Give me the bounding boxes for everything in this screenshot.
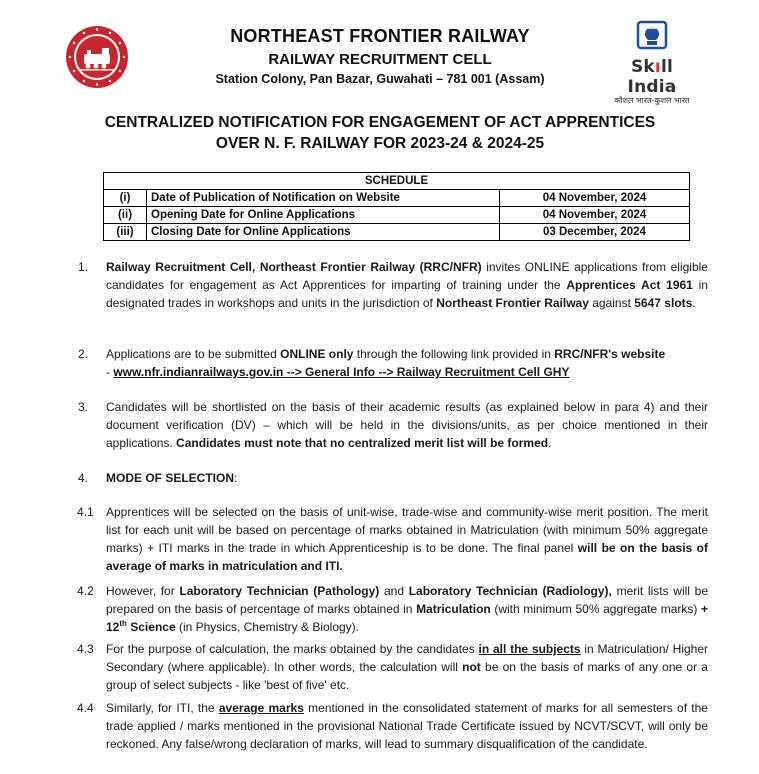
para-4-4-text: mentioned in the consolidated statement of marks for all semesters of the trade applied / marks mentioned in the provisional National Trade Certificate issued by NCVT/SCVT, will only be reckoned. Any false/wrong declaration of marks, will lead to summary disqualification of the candidate. <box>106 701 708 751</box>
para-4-2-text: Laboratory Technician (Radiology), <box>408 584 612 598</box>
schedule-num: (ii) <box>104 207 147 224</box>
skill-india-tagline: कौशल भारत-कुशल भारत <box>614 96 690 105</box>
skill-india-logo <box>604 20 700 105</box>
para-4-2-text: Science <box>126 620 176 634</box>
para-1-text: Northeast Frontier Railway <box>436 296 589 310</box>
para-4-2-text: (in Physics, Chemistry & Biology). <box>175 620 360 634</box>
indian-railways-logo <box>64 24 130 90</box>
para-1-text: . <box>692 296 696 310</box>
schedule-item: Opening Date for Online Applications <box>147 207 500 224</box>
para-1-number: 1. <box>78 260 89 274</box>
para-4-3-text: in Matriculation/ Higher Secondary (where applicable). In other words, the calculation will <box>106 642 709 674</box>
section-heading-text: : <box>234 471 238 485</box>
cell-name: RAILWAY RECRUITMENT CELL <box>268 51 492 68</box>
para-4-3-text: be on the basis of marks of any one or a group of select subjects - like 'best of five' etc. <box>106 660 708 692</box>
para-1-text: 5647 slots <box>634 296 693 310</box>
para-3-number: 3. <box>78 400 89 414</box>
para-4-2 <box>106 582 708 636</box>
para-4-3-text: For the purpose of calculation, the marks obtained by the candidates <box>106 642 479 656</box>
schedule-date: 04 November, 2024 <box>500 207 690 224</box>
notification-title-line1: CENTRALIZED NOTIFICATION FOR ENGAGEMENT OF ACT APPRENTICES <box>104 114 656 131</box>
table-row <box>104 190 690 207</box>
schedule-date: 04 November, 2024 <box>500 190 690 207</box>
para-2-text: through the following link provided in <box>353 347 555 361</box>
address: Station Colony, Pan Bazar, Guwahati – 781 001 (Assam) <box>215 72 545 86</box>
para-4-4 <box>106 699 708 753</box>
para-2-text: - <box>106 365 114 379</box>
schedule-item: Date of Publication of Notification on Website <box>147 190 500 207</box>
para-4-2-text: Laboratory Technician (Pathology) <box>179 584 380 598</box>
schedule-num: (iii) <box>104 224 147 241</box>
section-heading-text: MODE OF SELECTION <box>106 471 235 485</box>
skill-india-wordmark: Skıll India <box>627 57 677 97</box>
para-4-2-text: merit lists will be prepared on the basis of percentage of marks obtained in <box>106 584 708 616</box>
notification-title-line2: OVER N. F. RAILWAY FOR 2023-24 & 2024-25 <box>215 135 545 152</box>
para-4-2-text: + 12 <box>106 602 709 634</box>
para-4-1-number: 4.1 <box>77 505 94 519</box>
section-heading-mode-of-selection <box>106 469 708 487</box>
para-2-text: RRC/NFR's website <box>554 347 666 361</box>
para-2-text: ONLINE only <box>280 347 354 361</box>
para-4-4-text: Similarly, for ITI, the <box>106 701 219 715</box>
schedule-num: (i) <box>104 190 147 207</box>
para-2 <box>106 345 708 381</box>
nfr-website-link[interactable]: www.nfr.indianrailways.gov.in <box>113 365 284 379</box>
para-1-text: against <box>588 296 635 310</box>
para-3 <box>106 398 708 452</box>
para-4-3-text: in all the subjects <box>478 642 581 656</box>
para-1-text: in designated trades in workshops and units in the jurisdiction of <box>106 278 708 310</box>
para-4-4-number: 4.4 <box>77 701 94 715</box>
para-2-text: Applications are to be submitted <box>106 347 281 361</box>
org-name: NORTHEAST FRONTIER RAILWAY <box>230 26 530 46</box>
para-2-number: 2. <box>78 347 89 361</box>
para-4-3 <box>106 640 708 694</box>
para-4-3-number: 4.3 <box>77 642 94 656</box>
para-3-text: Candidates must note that no centralized merit list will be formed <box>176 436 549 450</box>
para-4-1-text: Apprentices will be selected on the basis of unit-wise, trade-wise and community-wise merit position. The merit list for each unit will be based on percentage of marks obtained in Matriculation (with minimum 50% aggregate marks) + ITI marks in the trade in which Apprenticeship is to be done. The final panel <box>106 505 708 555</box>
para-1-text: Railway Recruitment Cell, Northeast Frontier Railway (RRC/NFR) <box>106 260 482 274</box>
para-4-number: 4. <box>78 471 89 485</box>
schedule-table <box>103 172 690 241</box>
para-4-2-text: However, for <box>106 584 180 598</box>
para-1-text: invites ONLINE applications from eligible candidates for engagement as Act Apprentices for imparting of training under the <box>106 260 708 292</box>
para-1-text: Apprentices Act 1961 <box>566 278 693 292</box>
para-1 <box>106 258 708 312</box>
schedule-heading: SCHEDULE <box>104 173 690 190</box>
para-3-text: . <box>548 436 552 450</box>
schedule-item: Closing Date for Online Applications <box>147 224 500 241</box>
para-4-2-number: 4.2 <box>77 584 94 598</box>
para-4-2-text: th <box>119 619 127 628</box>
para-4-3-text: not <box>462 660 481 674</box>
para-3-text: Candidates will be shortlisted on the basis of their academic results (as explained below in para 4) and their document verification (DV) – which will be held in the divisions/units, as per choice mentioned in their applications. <box>106 400 708 450</box>
para-4-1-text: will be on the basis of average of marks in matriculation and ITI. <box>106 541 709 573</box>
para-4-4-text: average marks <box>218 701 304 715</box>
schedule-date: 03 December, 2024 <box>500 224 690 241</box>
para-4-1 <box>106 503 708 575</box>
para-4-2-text: and <box>379 584 409 598</box>
recruitment-cell-path-link[interactable]: --> General Info --> Railway Recruitment Cell GHY <box>283 365 570 379</box>
para-4-2-text: Matriculation <box>416 602 491 616</box>
para-4-2-text: (with minimum 50% aggregate marks) <box>490 602 701 616</box>
table-row <box>104 207 690 224</box>
table-row <box>104 224 690 241</box>
skill-india-emblem-icon <box>635 20 669 52</box>
